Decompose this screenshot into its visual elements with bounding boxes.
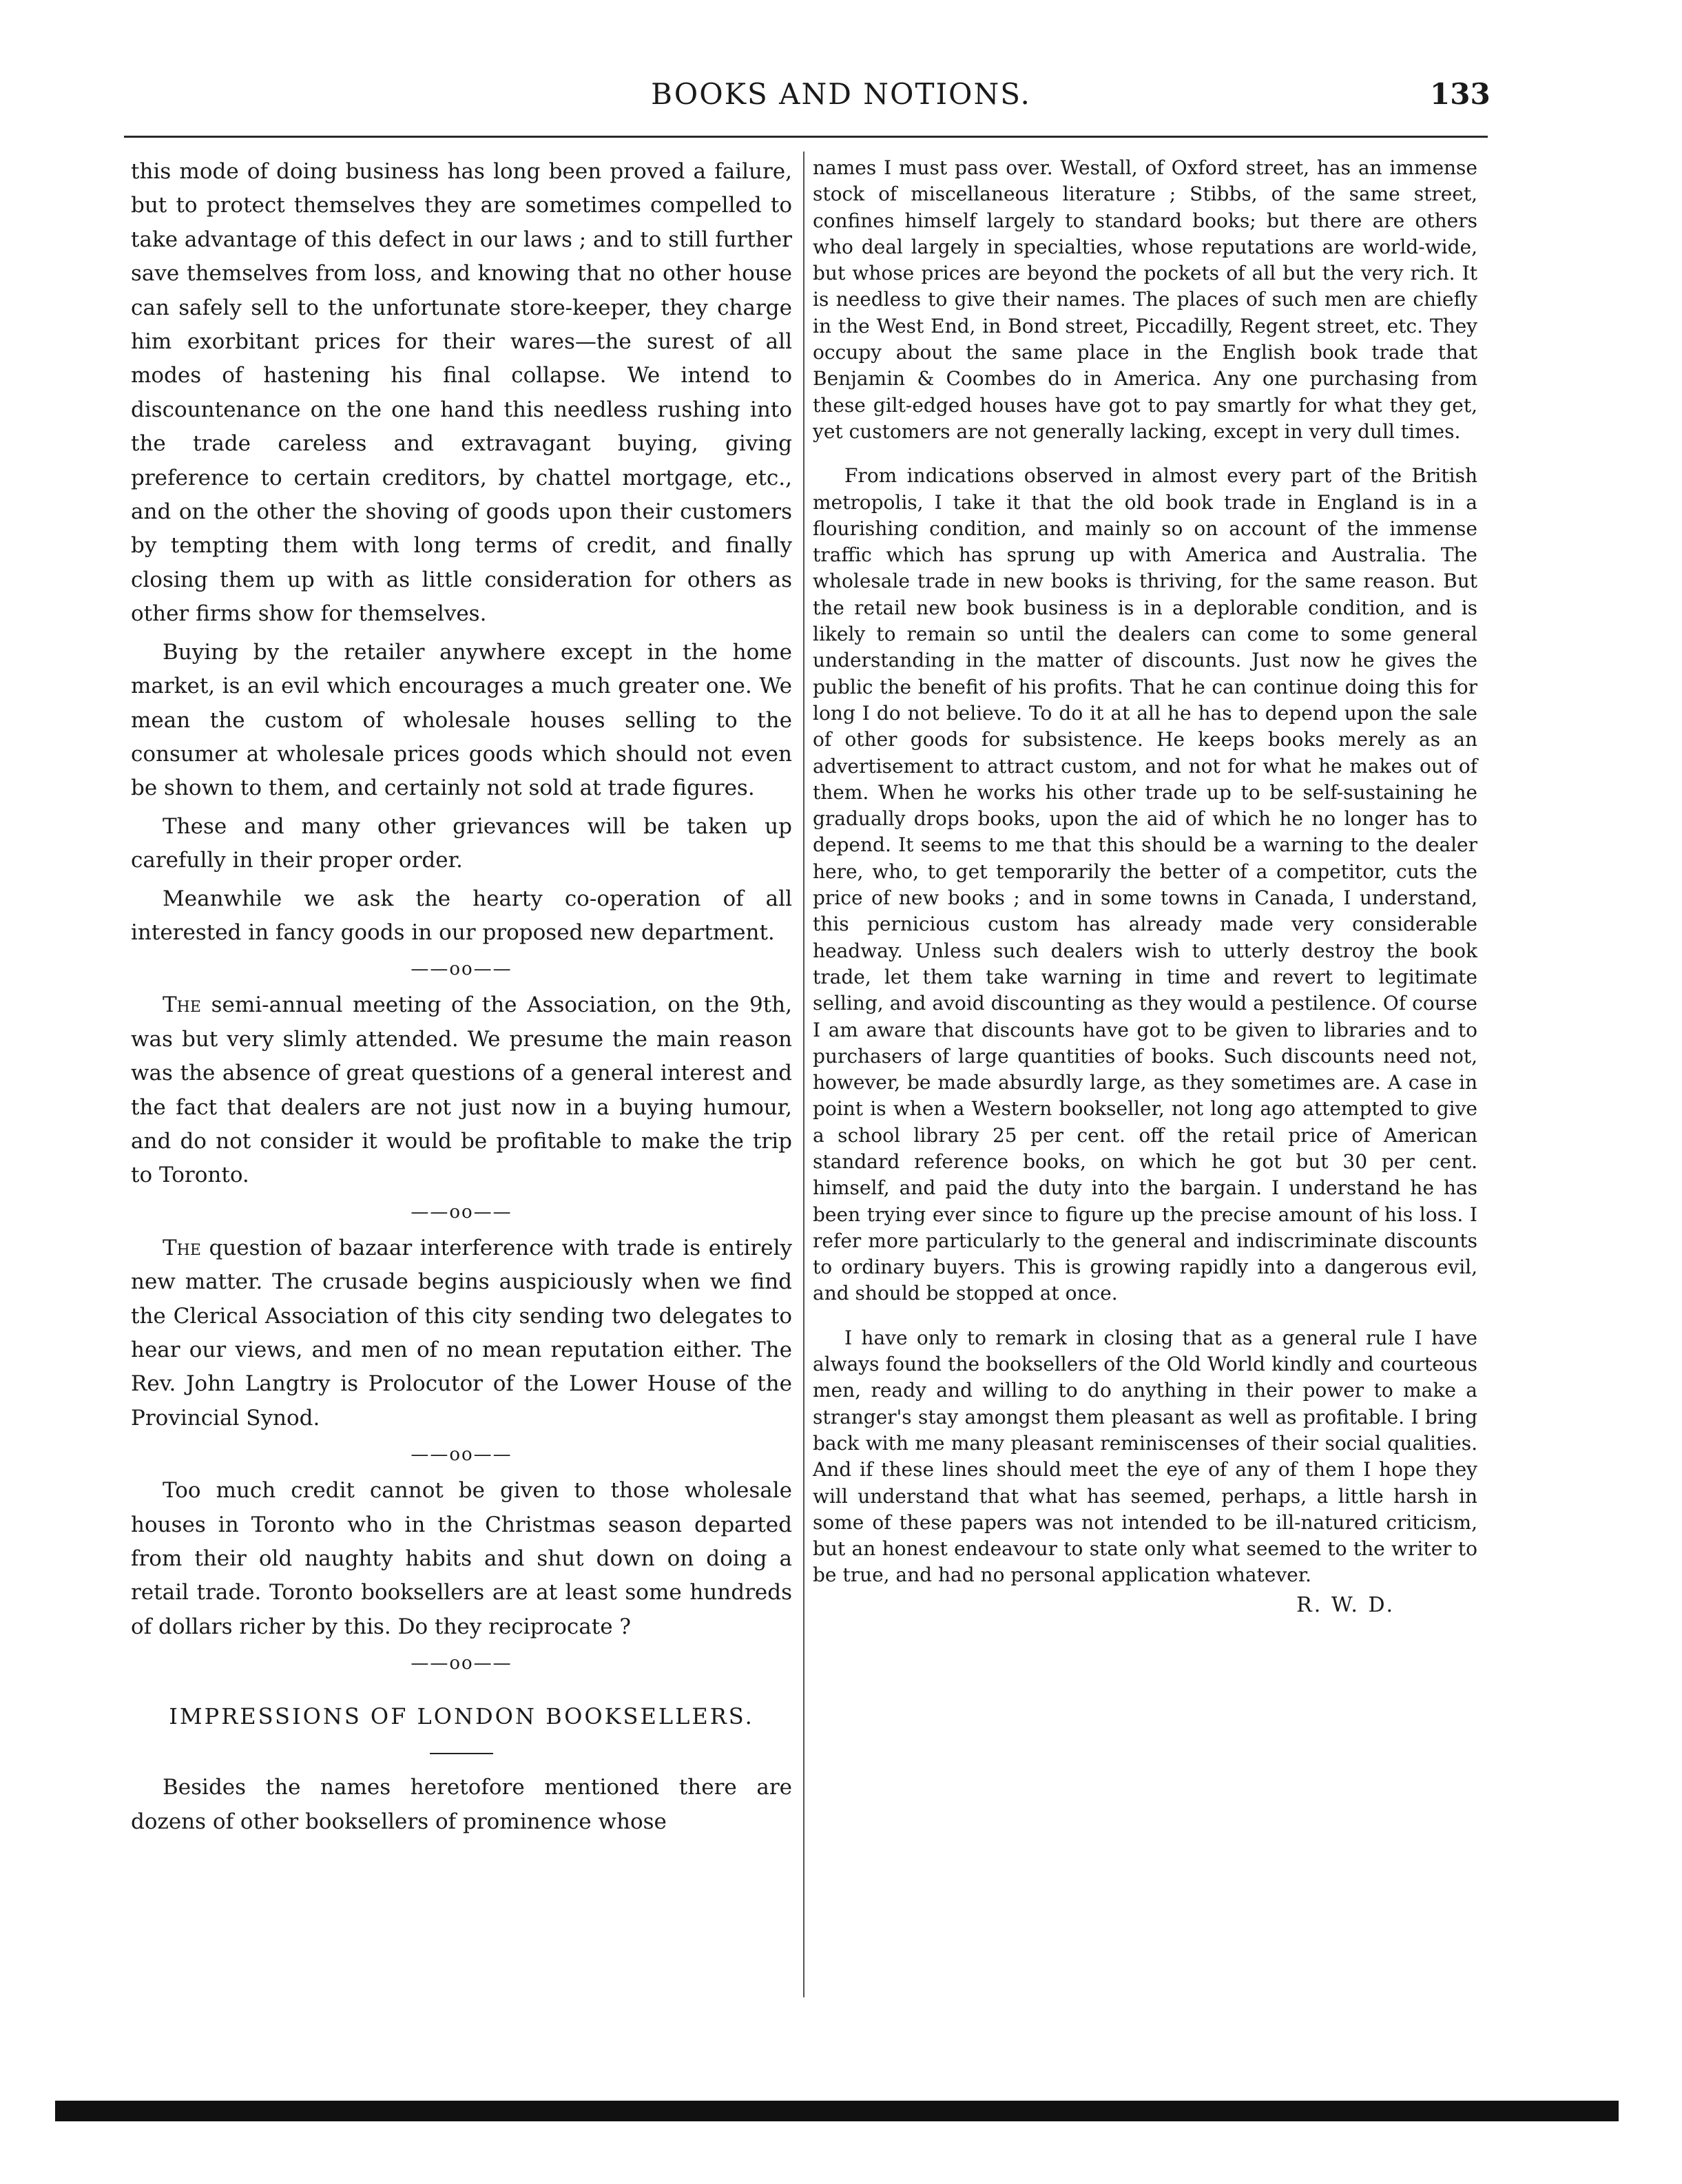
paragraph-meeting — [131, 988, 792, 1192]
paragraph-indications: From indications observed in almost every part of the British metropolis, I take it that the old book trade in England is in a flourishing condition, and mainly so on account of the immense traffic which has sprung up with America and Australia. The wholesale trade in new books is thriving, for the same reason. But the retail new book business is in a deplorable condition, and is likely to remain so until the dealers can come to some general understanding in the matter of discounts. Just now he gives the public the benefit of his profits. That he can continue doing this for long I do not believe. To do it at all he has to depend upon the sale of other goods for subsistence. He keeps books merely as an advertisement to attract custom, and not for what he makes out of them. When he works his other trade up to be self-sustaining he gradually drops books, upon the aid of which he no longer has to depend. It seems to me that this should be a warning to the dealer here, who, to get temporarily the better of a competitor, cuts the price of new books ; and in some towns in Canada, I understand, this pernicious custom has already made very considerable headway. Unless such dealers wish to utterly destroy the book trade, let them take warning in time and revert to legitimate selling, and avoid discounting as they would a pestilence. Of course I am aware that discounts have got to be given to libraries and to purchasers of large quantities of books. Such discounts need not, however, be made absurdly large, as they sometimes are. A case in point is when a Western bookseller, not long ago attempted to give a school library 25 per cent. off the retail price of American standard reference books, on which he got but 30 per cent. himself, and paid the duty into the bargain. I understand he has been trying ever since to figure up the precise amount of his loss. I refer more particularly to the general and indiscriminate discounts to ordinary buyers. This is growing rapidly into a dangerous evil, and should be stopped at once. — [813, 464, 1477, 1305]
paragraph-closing: I have only to remark in closing that as a general rule I have always found the booksellers of the Old World kindly and courteous men, ready and willing to do anything in their power to make a stranger's stay amongst them pleasant as well as profitable. I bring back with me many pleasant reminiscenses of their social qualities. And if these lines should meet the eye of any of them I hope they will understand that what has seemed, perhaps, a little harsh in some of these papers was not intended to be ill-natured criticism, but an honest endeavour to state only what seemed to the writer to be true, and had no personal application whatever. — [813, 1326, 1477, 1587]
column-divider — [803, 152, 804, 1997]
left-column — [131, 155, 792, 1839]
paragraph-intro: this mode of doing business has long been proved a failure, but to protect themselves they are sometimes compelled to take advantage of this defect in our laws ; and to still further save themselves from loss, and knowing that no other house can safely sell to the unfortunate store-keeper, they charge him exorbitant prices for their wares—the surest of all modes of hastening his final collapse. We intend to discountenance on the one hand this needless rushing into the trade careless and extravagant buying, giving preference to certain creditors, by chattel mortgage, etc., and on the other the shoving of goods upon their customers by tempting them with long terms of credit, and finally closing them up with as little consideration for others as other firms show for themselves. — [131, 159, 792, 627]
right-column — [813, 155, 1477, 1622]
paragraph-grievances: These and many other grievances will be taken up carefully in their proper order. — [131, 813, 792, 873]
header-rule — [124, 136, 1488, 138]
paragraph-names: names I must pass over. Westall, of Oxford street, has an immense stock of miscellaneous literature ; Stibbs, of the same street, confines himself largely to standard books; but there are others who deal largely in specialties, whose reputations are world-wide, but whose prices are beyond the pockets of all but the very rich. It is needless to give their names. The places of such men are chiefly in the West End, in Bond street, Piccadilly, Regent street, etc. They occupy about the same place in the English book trade that Benjamin & Coombes do in America. Any one purchasing from these gilt-edged houses have got to pay smartly for what they get, yet customers are not generally lacking, except in very dull times. — [813, 156, 1477, 443]
separator: ——oo—— — [411, 1201, 512, 1223]
separator: ——oo—— — [411, 959, 512, 980]
page-number: 133 — [1430, 77, 1491, 111]
paragraph-meeting-body: semi-annual meeting of the Association, on the 9th, was but very slimly attended. We presume the main reason was the absence of great questions of a general interest and the fact that dealers are not just now in a buying humour, and do not consider it would be profitable to make the trip to Toronto. — [131, 992, 792, 1188]
signature: R. W. D. — [1296, 1592, 1395, 1617]
separator: ——oo—— — [411, 1444, 512, 1466]
paragraph-bazaar — [131, 1231, 792, 1435]
paragraph-besides: Besides the names heretofore mentioned there are dozens of other booksellers of prominence whose — [131, 1775, 792, 1834]
paragraph-bazaar-body: question of bazaar interference with trade is entirely new matter. The crusade begins auspiciously when we find the Clerical Association of this city sending two delegates to hear our views, and men of no mean reputation either. The Rev. John Langtry is Prolocutor of the Lower House of the Provincial Synod. — [131, 1235, 792, 1431]
running-title: BOOKS AND NOTIONS. — [651, 77, 1031, 111]
paragraph-credit: Too much credit cannot be given to those wholesale houses in Toronto who in the Christmas season departed from their old naughty habits and shut down on doing a retail trade. Toronto booksellers are at least some hundreds of dollars richer by this. Do they reciprocate ? — [131, 1478, 792, 1639]
separator: ——oo—— — [411, 1653, 512, 1674]
section-title: IMPRESSIONS OF LONDON BOOKSELLERS. — [169, 1703, 754, 1730]
paragraph-meanwhile: Meanwhile we ask the hearty co-operation of all interested in fancy goods in our proposed new department. — [131, 886, 792, 945]
page-header — [0, 77, 1682, 132]
paragraph-lead-word: The — [163, 1235, 201, 1260]
title-rule — [430, 1753, 493, 1754]
paragraph-buying: Buying by the retailer anywhere except in the home market, is an evil which encourages a much greater one. We mean the custom of wholesale houses selling to the consumer at wholesale prices goods which should not even be shown to them, and certainly not sold at trade figures. — [131, 639, 792, 801]
footer-bar — [55, 2101, 1619, 2121]
paragraph-lead-word: The — [163, 992, 201, 1018]
